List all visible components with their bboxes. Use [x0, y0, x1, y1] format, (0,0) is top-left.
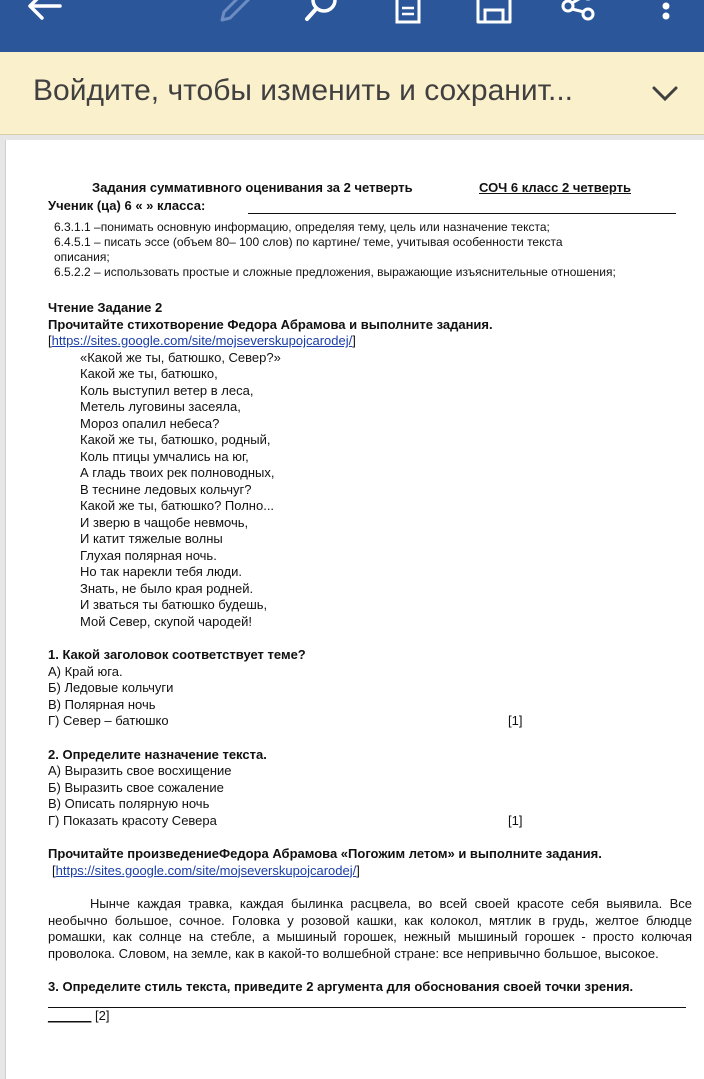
objective-line: описания;	[54, 250, 110, 264]
answer-option: Б) Ледовые кольчуги	[48, 680, 174, 695]
document-page	[5, 140, 704, 1079]
points-mark: [2]	[95, 1007, 110, 1023]
title-right: СОЧ 6 класс 2 четверть	[479, 180, 631, 195]
answer-line-tail: ______	[48, 1007, 92, 1023]
poem-line: И зваться ты батюшко будешь,	[80, 597, 268, 612]
question-3-text: 3. Определите стиль текста, приведите 2 аргумента для обоснования своей точки зрения.	[48, 979, 634, 994]
objective-line: 6.4.5.1 – писать эссе (объем 80– 100 слов) по картине/ теме, учитывая особенности текста	[54, 235, 563, 249]
poem-line: Мой Север, скупой чародей!	[80, 613, 252, 629]
app-toolbar	[0, 0, 704, 52]
poem-line: И катит тяжелые волны	[80, 531, 223, 546]
share-icon[interactable]	[558, 0, 598, 26]
poem	[48, 350, 692, 631]
poem-line: А гладь твоих рек полноводных,	[80, 465, 275, 480]
document-icon[interactable]	[388, 0, 428, 26]
chevron-down-icon[interactable]	[651, 80, 679, 108]
poem-line: Какой же ты, батюшко, родный,	[80, 432, 271, 447]
question-2	[48, 747, 692, 830]
source-link-2[interactable]: https://sites.google.com/site/mojseverskupojcarodej/	[55, 862, 357, 878]
task-2-intro: Прочитайте произведениеФедора Абрамова «Погожим летом» и выполните задания.	[48, 846, 602, 861]
poem-line: Глухая полярная ночь.	[80, 547, 217, 563]
question-1-text: 1. Какой заголовок соответствует теме?	[48, 647, 306, 662]
student-label: Ученик (ца) 6 « » класса:	[48, 198, 206, 213]
link-line-2: [https://sites.google.com/site/mojseverskupojcarodej/]	[52, 862, 360, 878]
poem-line: Коль птицы умчались на юг,	[80, 448, 249, 464]
sign-in-banner[interactable]	[0, 52, 704, 135]
document-title	[48, 180, 692, 198]
answer-option: Б) Выразить свое сожаление	[48, 779, 224, 795]
poem-line: Знать, не было края родней.	[80, 580, 254, 596]
student-line	[48, 198, 692, 218]
poem-line: Мороз опалил небеса?	[80, 415, 220, 431]
objectives	[48, 220, 692, 280]
poem-line: «Какой же ты, батюшко, Север?»	[80, 349, 281, 365]
banner-text: Войдите, чтобы изменить и сохранит...	[33, 74, 574, 107]
answer-option: Г) Север – батюшко	[48, 713, 169, 728]
search-icon[interactable]	[302, 0, 342, 26]
answer-option: Г) Показать красоту Севера	[48, 812, 217, 828]
save-icon[interactable]	[474, 0, 514, 26]
title-left: Задания суммативного оценивания за 2 четверть	[92, 180, 413, 195]
link-line-1: [https://sites.google.com/site/mojseverskupojcarodej/]	[48, 333, 356, 348]
objective-line: 6.5.2.2 – использовать простые и сложные предложения, выражающие изъяснительные отношения;	[54, 265, 616, 279]
answer-option: В) Полярная ночь	[48, 696, 156, 712]
answer-option: А) Край юга.	[48, 663, 123, 679]
prose-excerpt: Нынче каждая травка, каждая былинка расцвела, во всей своей красоте себя выявила. Все необычно большое, сочное. Головка у розовой кашки, как колокол, мятлик в грудь, желтое блюдце ромашки, как солнце на стебле, а мышиный горошек, нежный мышиный горошек - просто колючая проволока. Словом, на земле, как в какой-то волшебной стране: все непривычно большое, высокое.	[48, 896, 692, 961]
poem-line: Но так нарекли тебя люди.	[80, 564, 242, 579]
document-body	[48, 180, 692, 1024]
answer-option: В) Описать полярную ночь	[48, 796, 210, 811]
objective-line: 6.3.1.1 –понимать основную информацию, определяя тему, цель или назначение текста;	[54, 220, 550, 234]
student-name-rule	[248, 213, 676, 214]
poem-line: Метель луговины засеяла,	[80, 399, 241, 414]
question-1	[48, 647, 692, 730]
points-mark: [1]	[508, 812, 523, 828]
answer-option: А) Выразить свое восхищение	[48, 763, 232, 778]
section-heading: Чтение Задание 2	[48, 300, 163, 315]
points-mark: [1]	[508, 713, 523, 728]
poem-line: И зверю в чащобе невмочь,	[80, 514, 249, 530]
poem-line: В теснине ледовых кольчуг?	[80, 481, 252, 497]
back-arrow-icon[interactable]	[24, 0, 64, 26]
poem-line: Коль выступил ветер в леса,	[80, 382, 254, 398]
task-intro: Прочитайте стихотворение Федора Абрамова и выполните задания.	[48, 316, 493, 332]
source-link-1[interactable]: https://sites.google.com/site/mojseverskupojcarodej/	[51, 333, 353, 348]
question-2-text: 2. Определите назначение текста.	[48, 746, 267, 762]
answer-line[interactable]	[48, 996, 686, 1008]
more-vert-icon[interactable]	[646, 0, 686, 26]
pen-icon[interactable]	[214, 0, 254, 26]
poem-line: Какой же ты, батюшко,	[80, 366, 218, 381]
poem-line: Какой же ты, батюшко? Полно...	[80, 498, 275, 513]
